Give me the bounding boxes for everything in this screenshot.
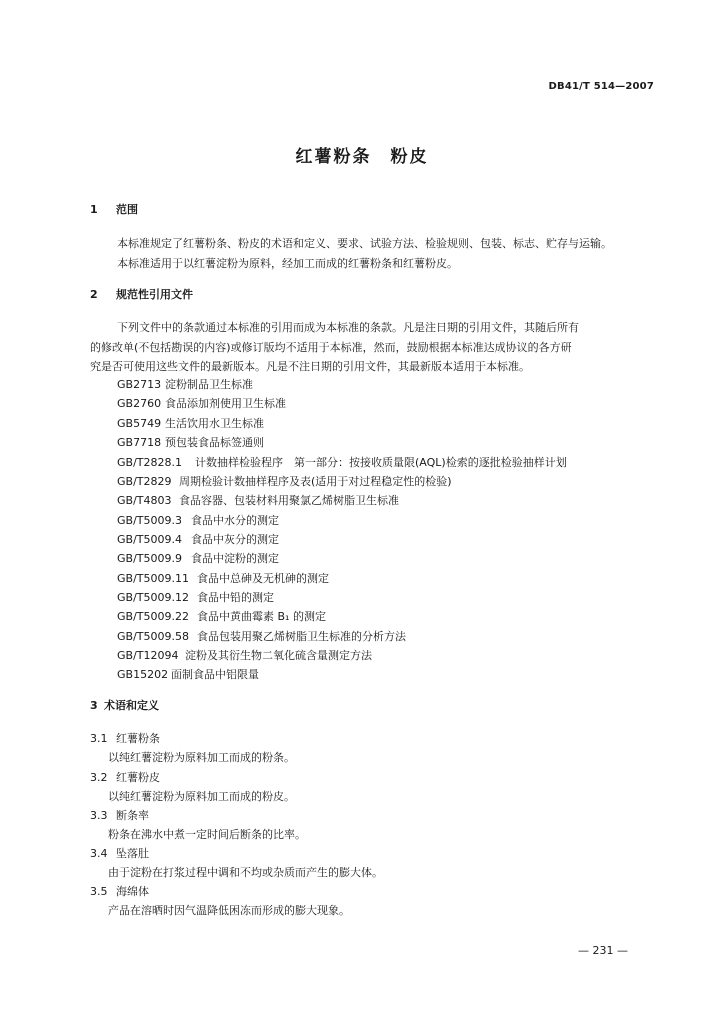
term-name: 海绵体 <box>116 885 149 898</box>
term-definition: 由于淀粉在打浆过程中调和不均或杂质而产生的膨大体。 <box>108 866 383 879</box>
reference-item <box>117 629 406 644</box>
reference-item <box>117 571 329 586</box>
reference-name: 食品中总砷及无机砷的测定 <box>197 572 329 585</box>
paragraph: 的修改单(不包括勘误的内容)或修订版均不适用于本标准，然而，鼓励根据本标准达成协议的各方研 <box>90 341 572 354</box>
term-number: 3.2 <box>90 771 108 784</box>
reference-name: 预包装食品标签通则 <box>165 436 264 449</box>
term-number: 3.5 <box>90 885 108 898</box>
reference-item <box>117 493 399 508</box>
reference-code: GB2713 <box>117 378 162 391</box>
reference-name: 食品中淀粉的测定 <box>191 552 279 565</box>
reference-name: 面制食品中铝限量 <box>171 668 259 681</box>
term-name: 红薯粉条 <box>116 732 160 745</box>
term-number: 3.3 <box>90 809 108 822</box>
term-number: 3.4 <box>90 847 108 860</box>
reference-item <box>117 396 286 411</box>
reference-name: 食品中黄曲霉素 B₁ 的测定 <box>197 610 326 623</box>
reference-code: GB/T4803 <box>117 494 172 507</box>
reference-code: GB7718 <box>117 436 162 449</box>
document-title: 红薯粉条 粉皮 <box>295 147 429 167</box>
reference-name: 食品添加剂使用卫生标准 <box>165 397 286 410</box>
reference-name: 淀粉及其衍生物二氧化硫含量测定方法 <box>185 649 372 662</box>
reference-name: 计数抽样检验程序 第一部分：按接收质量限(AQL)检索的逐批检验抽样计划 <box>195 456 567 469</box>
reference-code: GB15202 <box>117 668 169 681</box>
reference-item <box>117 474 452 489</box>
reference-item <box>117 416 264 431</box>
paragraph: 本标准规定了红薯粉条、粉皮的术语和定义、要求、试验方法、检验规则、包装、标志、贮存与运输。 <box>117 237 612 250</box>
section-number: 1 <box>90 203 98 216</box>
reference-code: GB/T5009.22 <box>117 610 189 623</box>
term-definition: 以纯红薯淀粉为原料加工而成的粉条。 <box>108 751 295 764</box>
reference-code: GB/T12094 <box>117 649 179 662</box>
term-number: 3.1 <box>90 732 108 745</box>
paragraph: 本标准适用于以红薯淀粉为原料，经加工而成的红薯粉条和红薯粉皮。 <box>117 257 458 270</box>
term-heading <box>90 808 149 823</box>
section-title: 规范性引用文件 <box>116 288 193 301</box>
section-title: 术语和定义 <box>104 699 159 712</box>
page-number: — 231 — <box>578 944 628 957</box>
paragraph: 下列文件中的条款通过本标准的引用而成为本标准的条款。凡是注日期的引用文件，其随后所有 <box>117 321 579 334</box>
reference-name: 食品容器、包装材料用聚氯乙烯树脂卫生标准 <box>179 494 399 507</box>
term-definition: 产品在溶晒时因气温降低困冻而形成的膨大现象。 <box>108 904 350 917</box>
term-heading <box>90 731 160 746</box>
section-number: 3 <box>90 699 98 712</box>
reference-name: 食品中水分的测定 <box>191 514 279 527</box>
section-title: 范围 <box>116 203 138 216</box>
term-name: 断条率 <box>116 809 149 822</box>
reference-code: GB/T2828.1 <box>117 456 182 469</box>
term-heading <box>90 884 149 899</box>
reference-item <box>117 609 326 624</box>
reference-name: 生活饮用水卫生标准 <box>165 417 264 430</box>
term-heading <box>90 770 160 785</box>
reference-code: GB2760 <box>117 397 162 410</box>
reference-code: GB/T5009.58 <box>117 630 189 643</box>
term-definition: 以纯红薯淀粉为原料加工而成的粉皮。 <box>108 790 295 803</box>
term-definition: 粉条在沸水中煮一定时间后断条的比率。 <box>108 828 306 841</box>
reference-name: 淀粉制品卫生标准 <box>165 378 253 391</box>
paragraph: 究是否可使用这些文件的最新版本。凡是不注日期的引用文件，其最新版本适用于本标准。 <box>90 360 530 373</box>
section-2-heading <box>90 287 193 302</box>
section-number: 2 <box>90 288 98 301</box>
reference-item <box>117 435 264 450</box>
term-name: 红薯粉皮 <box>116 771 160 784</box>
reference-name: 周期检验计数抽样程序及表(适用于对过程稳定性的检验) <box>179 475 452 488</box>
reference-code: GB/T5009.3 <box>117 514 182 527</box>
reference-name: 食品中铅的测定 <box>197 591 274 604</box>
term-heading <box>90 846 149 861</box>
reference-name: 食品中灰分的测定 <box>191 533 279 546</box>
section-3-heading <box>90 698 159 713</box>
reference-item <box>117 551 279 566</box>
reference-name: 食品包装用聚乙烯树脂卫生标准的分析方法 <box>197 630 406 643</box>
reference-code: GB/T5009.4 <box>117 533 182 546</box>
standard-code: DB41/T 514—2007 <box>548 81 654 92</box>
reference-item <box>117 455 567 470</box>
reference-code: GB5749 <box>117 417 162 430</box>
reference-code: GB/T5009.12 <box>117 591 189 604</box>
reference-code: GB/T2829 <box>117 475 172 488</box>
reference-code: GB/T5009.11 <box>117 572 189 585</box>
reference-item <box>117 667 259 682</box>
section-1-heading <box>90 202 138 217</box>
reference-item <box>117 377 253 392</box>
reference-item <box>117 648 372 663</box>
reference-item <box>117 590 274 605</box>
reference-item <box>117 513 279 528</box>
reference-code: GB/T5009.9 <box>117 552 182 565</box>
reference-item <box>117 532 279 547</box>
term-name: 坠落肚 <box>116 847 149 860</box>
